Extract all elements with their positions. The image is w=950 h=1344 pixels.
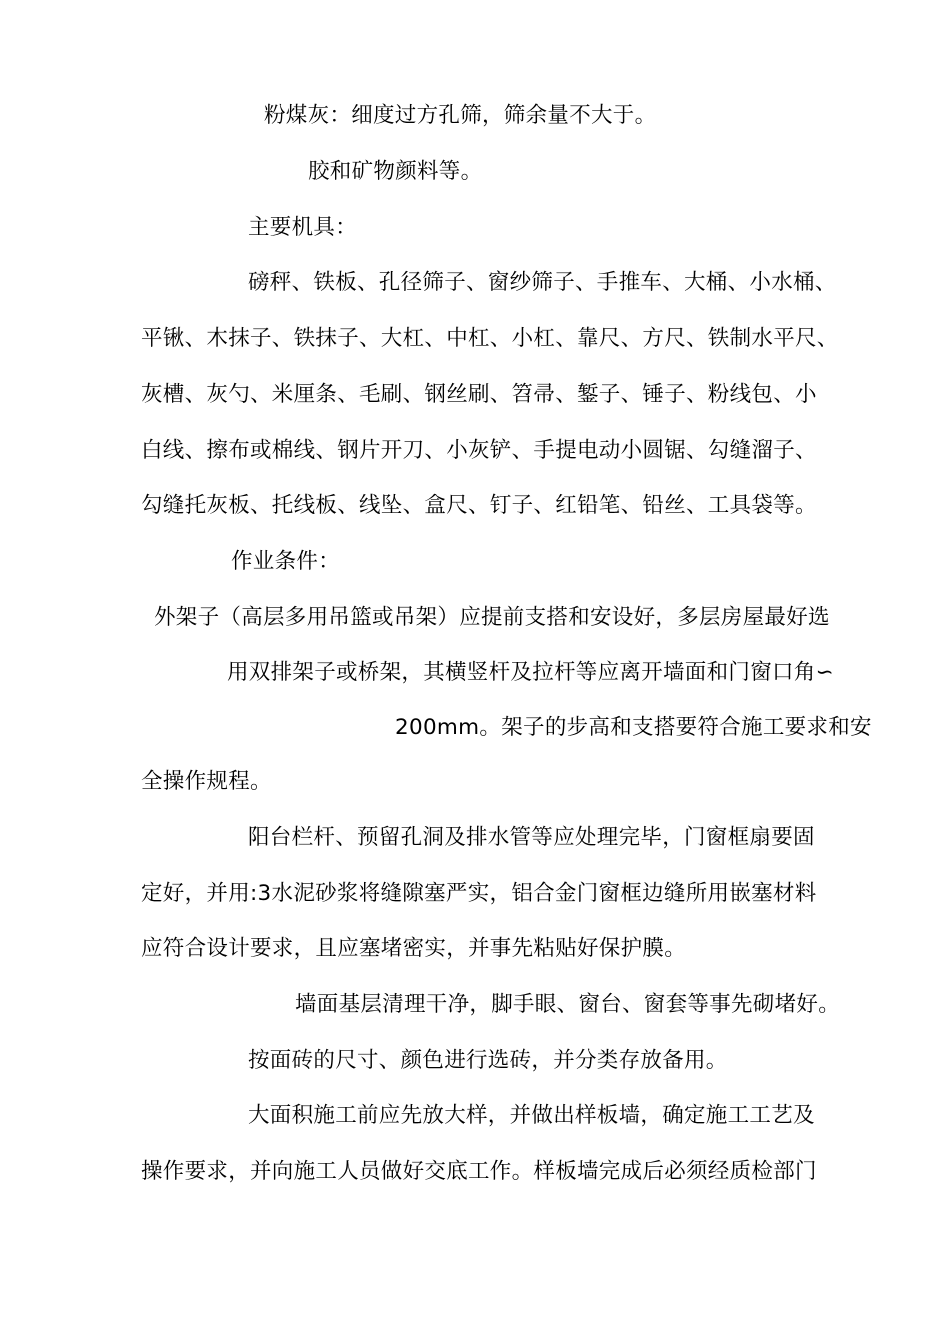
text-line-4: 磅秤、铁板、孔径筛子、窗纱筛子、手推车、大桶、小水桶、 bbox=[248, 270, 837, 295]
text-line-8: 勾缝托灰板、托线板、线坠、盒尺、钉子、红铅笔、铅丝、工具袋等。 bbox=[141, 493, 817, 518]
text-line-13: 全操作规程。 bbox=[141, 769, 272, 794]
section-heading-tools: 主要机具： bbox=[248, 215, 358, 240]
text-line-16: 应符合设计要求，且应塞堵密实，并事先粘贴好保护膜。 bbox=[141, 936, 687, 961]
text-line-2: 胶和矿物颜料等。 bbox=[308, 159, 483, 184]
text-line-5: 平锹、木抹子、铁抹子、大杠、中杠、小杠、靠尺、方尺、铁制水平尺、 bbox=[141, 326, 839, 351]
section-heading-conditions: 作业条件： bbox=[231, 549, 341, 574]
text-line-14: 阳台栏杆、预留孔洞及排水管等应处理完毕，门窗框扇要固 bbox=[248, 825, 815, 850]
text-line-12: 200mm。架子的步高和支搭要符合施工要求和安 bbox=[395, 715, 872, 740]
text-line-1: 粉煤灰：细度过方孔筛，筛余量不大于。 bbox=[264, 103, 657, 128]
text-line-18: 按面砖的尺寸、颜色进行选砖，并分类存放备用。 bbox=[248, 1048, 728, 1073]
text-line-11: 用双排架子或桥架，其横竖杆及拉杆等应离开墙面和门窗口角∽ bbox=[227, 660, 834, 685]
text-line-15: 定好，并用:3水泥砂浆将缝隙塞严实，铝合金门窗框边缝所用嵌塞材料 bbox=[141, 881, 817, 906]
text-line-17: 墙面基层清理干净，脚手眼、窗台、窗套等事先砌堵好。 bbox=[295, 992, 841, 1017]
text-line-20: 操作要求，并向施工人员做好交底工作。样板墙完成后必须经质检部门 bbox=[141, 1159, 817, 1184]
text-line-7: 白线、擦布或棉线、钢片开刀、小灰铲、手提电动小圆锯、勾缝溜子、 bbox=[141, 438, 817, 463]
text-line-10: 外架子（高层多用吊篮或吊架）应提前支搭和安设好，多层房屋最好选 bbox=[154, 605, 830, 630]
text-line-6: 灰槽、灰勺、米厘条、毛刷、钢丝刷、笤帚、錾子、锤子、粉线包、小 bbox=[141, 382, 817, 407]
text-line-19: 大面积施工前应先放大样，并做出样板墙，确定施工工艺及 bbox=[248, 1103, 815, 1128]
